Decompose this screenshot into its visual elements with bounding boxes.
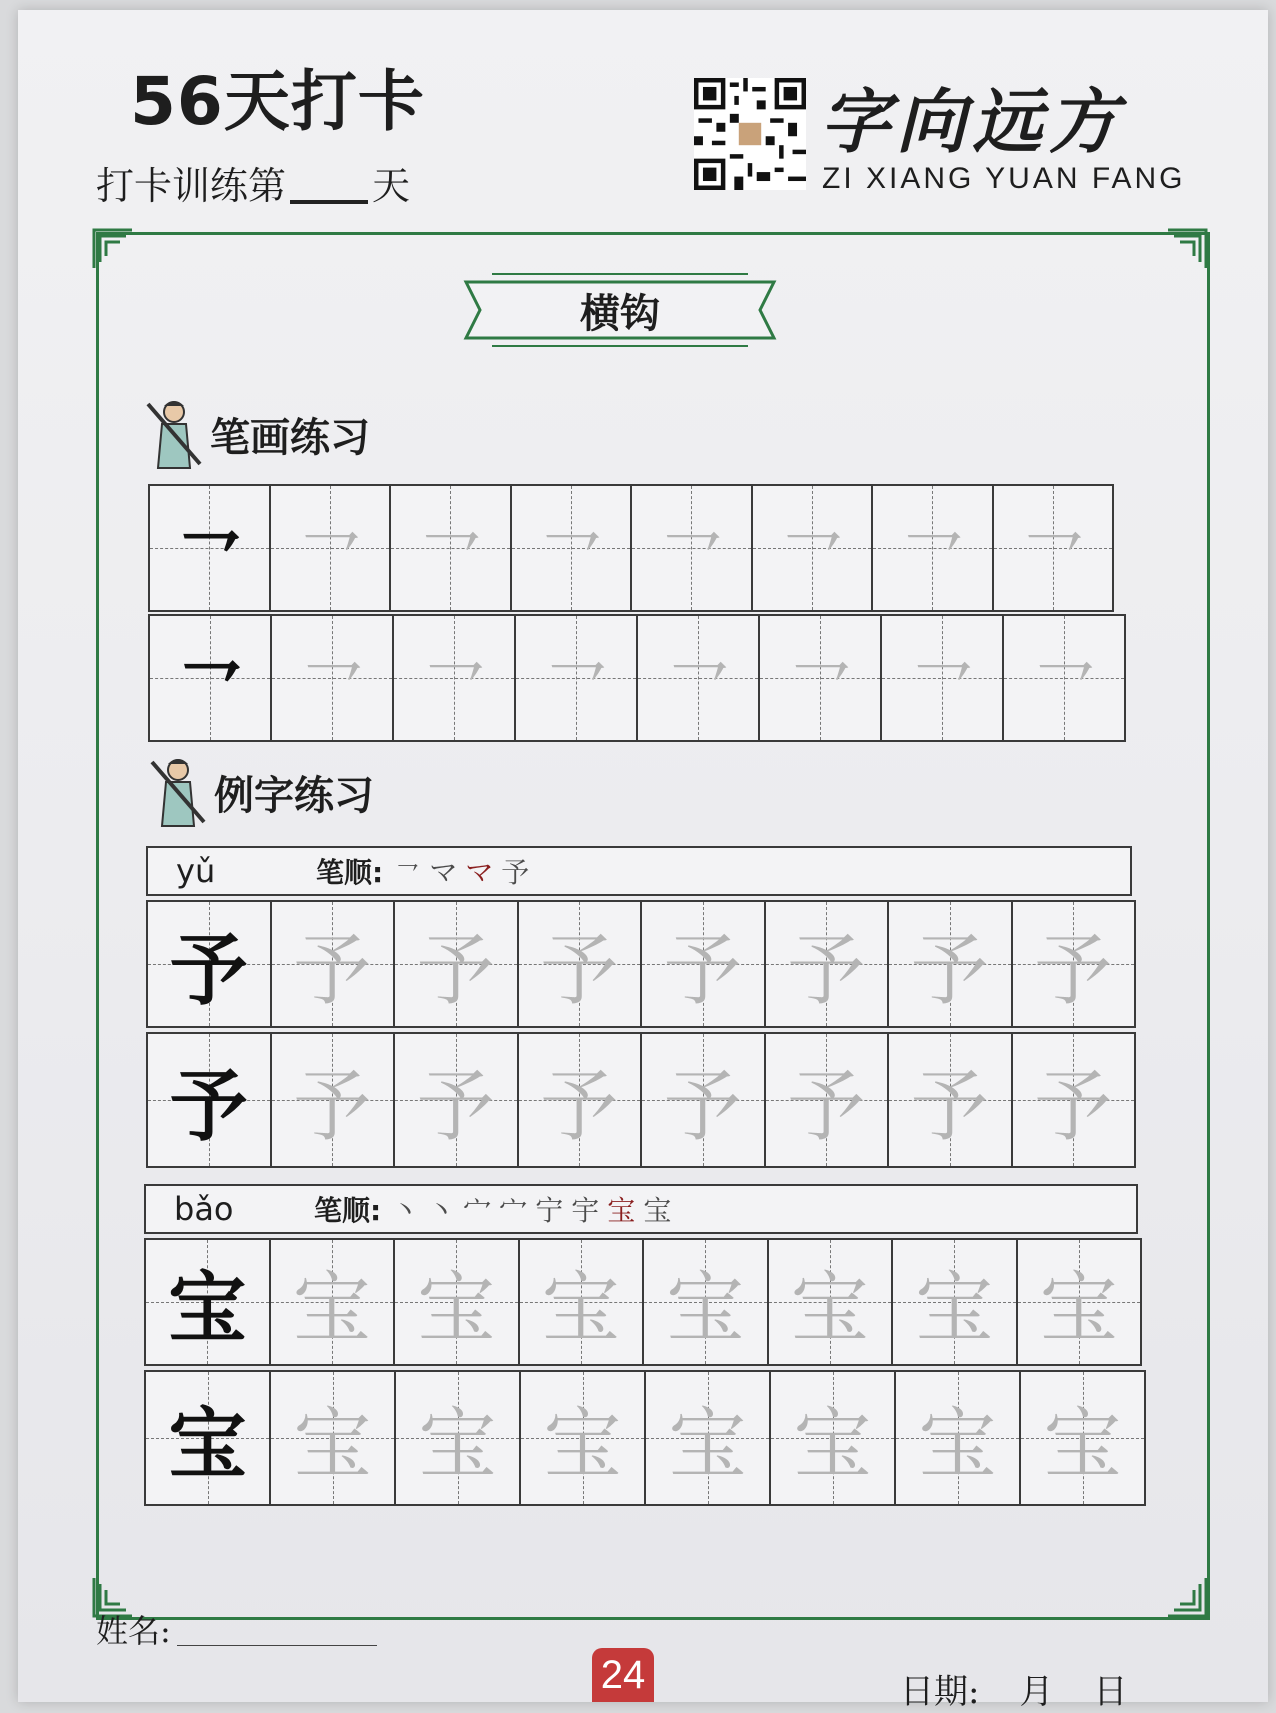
tracing-cell[interactable] (395, 1240, 520, 1364)
tracing-cell[interactable] (272, 1034, 396, 1166)
qr-code[interactable] (694, 78, 806, 190)
practice-glyph: 予 (169, 1061, 248, 1152)
practice-glyph: ㇖ (894, 509, 971, 599)
tracing-cell[interactable] (753, 486, 874, 610)
tracing-cell[interactable] (395, 902, 519, 1026)
practice-glyph: 宝 (541, 1264, 620, 1354)
tracing-cell[interactable] (271, 486, 392, 610)
practice-glyph: ㇖ (773, 509, 850, 599)
practice-glyph: 宝 (292, 1264, 371, 1354)
scholar-figure-icon (148, 756, 208, 828)
practice-glyph: 宝 (1043, 1400, 1122, 1490)
tracing-cell[interactable] (1004, 616, 1124, 740)
scholar-figure-icon (144, 398, 204, 470)
tracing-cell[interactable] (516, 616, 638, 740)
stroke-order-step: 宇 (571, 1194, 600, 1227)
practice-glyph: 予 (169, 925, 248, 1016)
practice-glyph: 予 (540, 926, 619, 1016)
tracing-cell[interactable] (644, 1240, 769, 1364)
practice-glyph: ㇖ (294, 639, 370, 729)
model-character-cell[interactable] (150, 616, 272, 740)
practice-glyph: 宝 (793, 1400, 872, 1490)
model-character-cell[interactable] (146, 1372, 271, 1504)
tracing-cell[interactable] (271, 1240, 396, 1364)
tracing-cell[interactable] (873, 486, 994, 610)
stroke-name-heading: 横钩 (580, 291, 660, 337)
stroke-practice-title: 笔画练习 (210, 414, 370, 461)
tracing-cell[interactable] (1018, 1240, 1141, 1364)
tracing-cell[interactable] (638, 616, 760, 740)
tracing-cell[interactable] (632, 486, 753, 610)
tracing-cell[interactable] (272, 616, 394, 740)
practice-glyph: ㇖ (782, 639, 858, 729)
brand-pinyin: ZI XIANG YUAN FANG (822, 162, 1186, 195)
practice-glyph: 予 (1034, 926, 1113, 1016)
practice-glyph: 宝 (790, 1264, 869, 1354)
practice-glyph: ㇖ (1026, 639, 1102, 729)
stroke-practice-row (148, 484, 1114, 612)
date-field (900, 1664, 1127, 1713)
practice-glyph: ㇖ (904, 639, 980, 729)
practice-glyph: ㇖ (416, 639, 492, 729)
stroke-order-step: 丶 (391, 1194, 420, 1227)
practice-glyph: 宝 (918, 1400, 997, 1490)
frame-corner-icon (92, 228, 134, 270)
practice-glyph: 予 (787, 926, 866, 1016)
tracing-cell[interactable] (766, 1034, 890, 1166)
stroke-order-label: 笔顺: (314, 1194, 382, 1227)
practice-glyph: 予 (416, 1062, 495, 1152)
practice-glyph: ㇖ (172, 639, 248, 729)
stroke-order-step: 宁 (535, 1194, 564, 1227)
practice-glyph: 予 (787, 1062, 866, 1152)
frame-corner-icon (1166, 1576, 1208, 1618)
checkin-day-line (96, 155, 410, 210)
practice-glyph: 予 (540, 1062, 619, 1152)
tracing-cell[interactable] (1013, 902, 1135, 1026)
practice-glyph: 予 (663, 1062, 742, 1152)
tracing-cell[interactable] (391, 486, 512, 610)
tracing-cell[interactable] (395, 1034, 519, 1166)
character-pinyin: bǎo (174, 1190, 234, 1228)
tracing-cell[interactable] (520, 1240, 645, 1364)
character-practice-row (146, 1032, 1136, 1168)
tracing-cell[interactable] (896, 1372, 1021, 1504)
stroke-order-label: 笔顺: (316, 856, 384, 889)
tracing-cell[interactable] (396, 1372, 521, 1504)
practice-glyph: 予 (293, 1062, 372, 1152)
stroke-order-step: 丶 (427, 1194, 456, 1227)
name-blank[interactable] (177, 1645, 377, 1646)
frame-corner-icon (1166, 228, 1208, 270)
practice-glyph: ㇖ (653, 509, 730, 599)
tracing-cell[interactable] (1021, 1372, 1144, 1504)
practice-glyph: 予 (910, 926, 989, 1016)
qr-code-icon (694, 78, 806, 190)
stroke-order-step: 宀 (499, 1194, 528, 1227)
practice-glyph: ㇖ (412, 509, 489, 599)
stroke-order-step: マ (429, 856, 458, 889)
tracing-cell[interactable] (771, 1372, 896, 1504)
date-label: 日期: (900, 1672, 980, 1712)
practice-glyph: 宝 (666, 1264, 745, 1354)
tracing-cell[interactable] (769, 1240, 894, 1364)
practice-glyph: ㇖ (1014, 509, 1091, 599)
page-number-badge: 24 (592, 1648, 654, 1702)
checkin-suffix: 天 (372, 164, 411, 208)
name-field (96, 1606, 377, 1652)
model-character-cell[interactable] (148, 1034, 272, 1166)
tracing-cell[interactable] (1013, 1034, 1135, 1166)
stroke-order-step: 宝 (607, 1194, 636, 1227)
tracing-cell[interactable] (394, 616, 516, 740)
practice-glyph: 宝 (668, 1400, 747, 1490)
tracing-cell[interactable] (882, 616, 1004, 740)
stroke-order-step: 宀 (463, 1194, 492, 1227)
stroke-order-steps (393, 851, 537, 891)
practice-glyph: 宝 (168, 1399, 247, 1490)
character-info-bar (146, 846, 1132, 896)
practice-glyph: ㇖ (532, 509, 609, 599)
example-practice-title: 例字练习 (214, 772, 374, 819)
day-label[interactable]: 日 (1093, 1672, 1128, 1712)
page-title: 56天打卡 (130, 63, 425, 140)
practice-glyph: 予 (416, 926, 495, 1016)
tracing-cell[interactable] (760, 616, 882, 740)
practice-glyph: 宝 (417, 1264, 496, 1354)
stroke-order-step: 予 (501, 856, 530, 889)
stroke-practice-heading (144, 398, 370, 470)
character-pinyin: yǔ (176, 852, 216, 890)
tracing-cell[interactable] (271, 1372, 396, 1504)
tracing-cell[interactable] (272, 902, 396, 1026)
tracing-cell[interactable] (642, 902, 766, 1026)
character-practice-row (146, 900, 1136, 1028)
stroke-order-step: 宝 (643, 1194, 672, 1227)
tracing-cell[interactable] (889, 1034, 1013, 1166)
tracing-cell[interactable] (519, 1034, 643, 1166)
practice-glyph: ㇖ (291, 509, 368, 599)
stroke-order-step: ㇖ (393, 856, 422, 889)
tracing-cell[interactable] (766, 902, 890, 1026)
practice-glyph: ㇖ (660, 639, 736, 729)
tracing-cell[interactable] (889, 902, 1013, 1026)
stroke-order-steps (391, 1189, 679, 1229)
tracing-cell[interactable] (521, 1372, 646, 1504)
character-practice-row (144, 1370, 1146, 1506)
practice-glyph: 宝 (915, 1264, 994, 1354)
name-label: 姓名: (96, 1612, 171, 1650)
practice-glyph: ㇖ (171, 509, 248, 599)
tracing-cell[interactable] (642, 1034, 766, 1166)
tracing-cell[interactable] (994, 486, 1113, 610)
checkin-prefix: 打卡训练第 (96, 164, 287, 208)
brand-logo: 字向远方 (820, 80, 1124, 163)
stroke-order-step: マ (465, 856, 494, 889)
tracing-cell[interactable] (519, 902, 643, 1026)
character-info-bar (144, 1184, 1138, 1234)
tracing-cell[interactable] (893, 1240, 1018, 1364)
practice-glyph: ㇖ (538, 639, 614, 729)
practice-glyph: 宝 (543, 1400, 622, 1490)
stroke-practice-row (148, 614, 1126, 742)
tracing-cell[interactable] (512, 486, 633, 610)
practice-glyph: 宝 (168, 1263, 247, 1354)
practice-glyph: 予 (910, 1062, 989, 1152)
practice-glyph: 宝 (293, 1400, 372, 1490)
character-practice-row (144, 1238, 1142, 1366)
model-character-cell[interactable] (148, 902, 272, 1026)
practice-glyph: 予 (293, 926, 372, 1016)
model-character-cell[interactable] (146, 1240, 271, 1364)
model-character-cell[interactable] (150, 486, 271, 610)
practice-glyph: 宝 (1039, 1264, 1118, 1354)
practice-glyph: 予 (1034, 1062, 1113, 1152)
practice-glyph: 予 (663, 926, 742, 1016)
practice-glyph: 宝 (418, 1400, 497, 1490)
checkin-day-blank[interactable] (290, 200, 368, 204)
tracing-cell[interactable] (646, 1372, 771, 1504)
example-practice-heading (148, 756, 374, 828)
month-label[interactable]: 月 (1019, 1672, 1054, 1712)
